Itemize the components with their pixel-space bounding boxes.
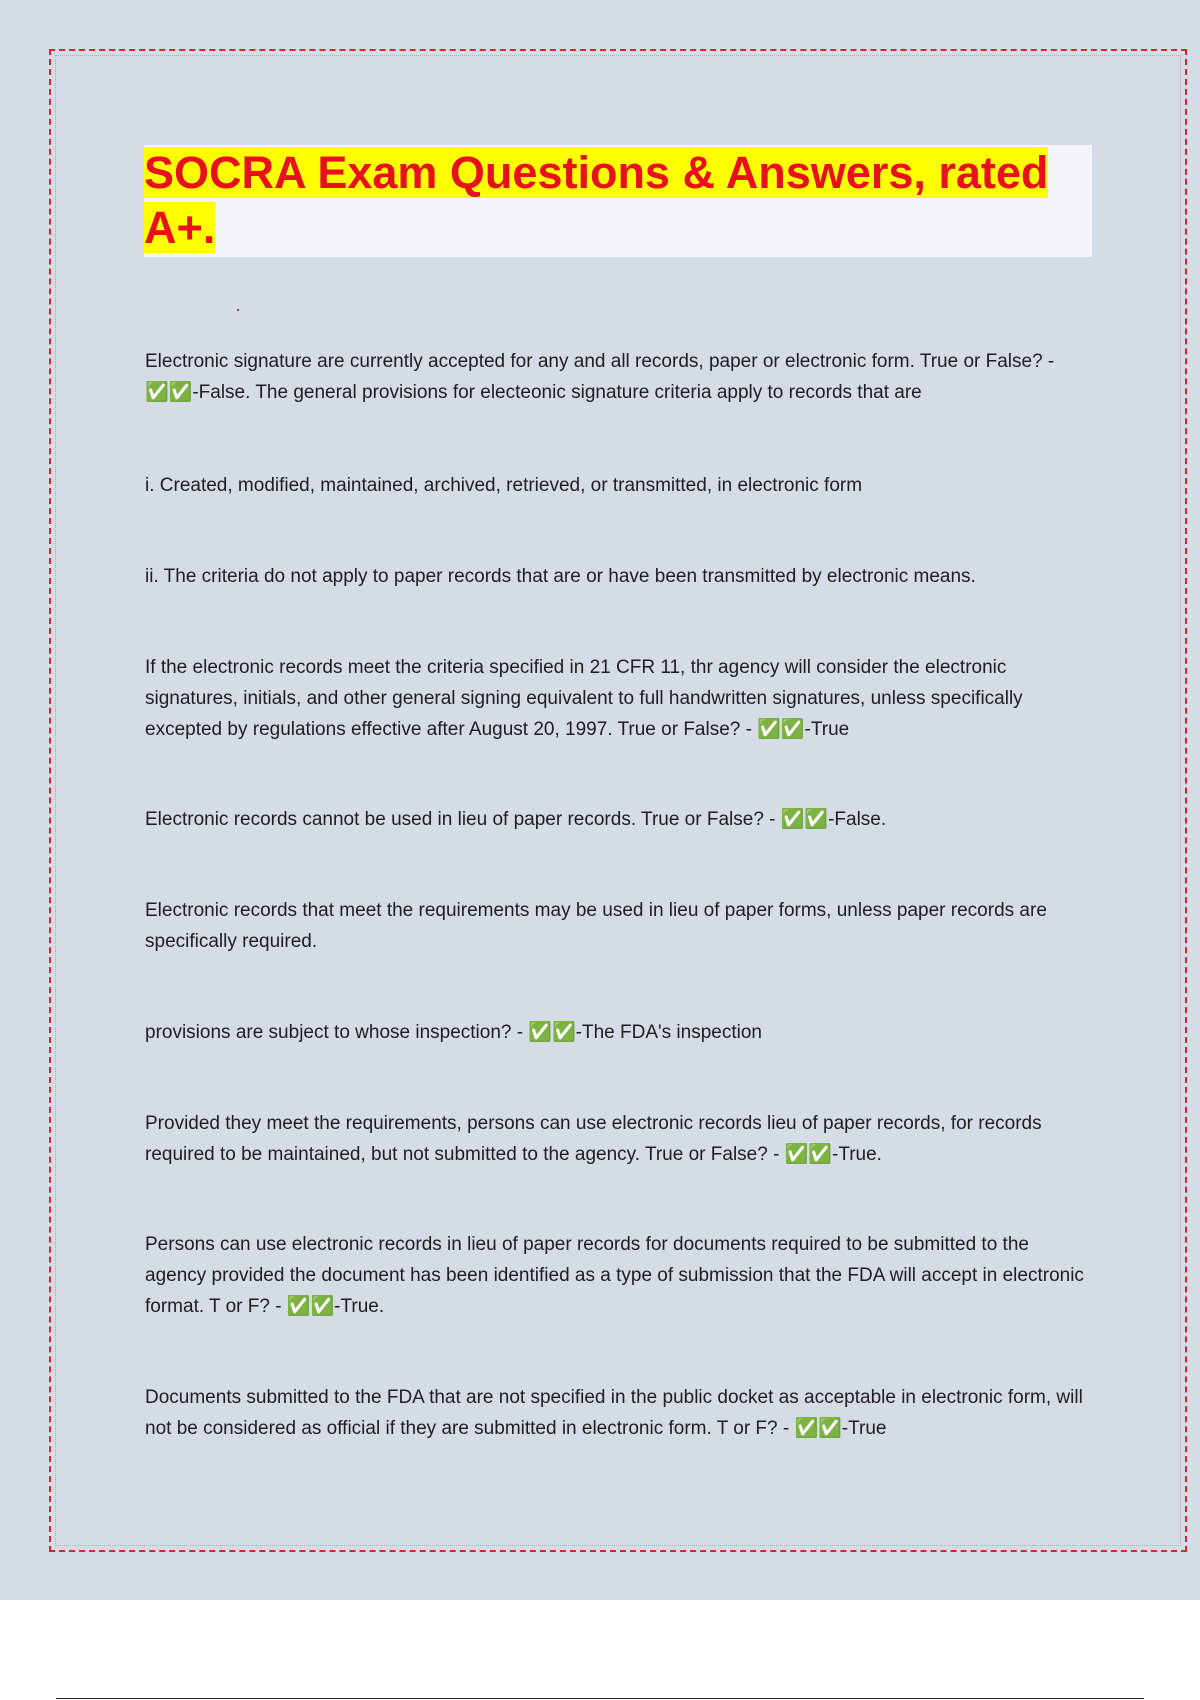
document-title (144, 145, 1092, 255)
stray-mark (237, 309, 239, 311)
title-block (144, 145, 1092, 257)
document-title-text: SOCRA Exam Questions & Answers, rated A+. (144, 147, 1049, 253)
page-border-frame (49, 49, 1187, 1552)
paragraph-1: Electronic signature are currently accepted for any and all records, paper or electronic form. True or False? - ✅✅-False. The general provisions for electeonic signature criteria apply to records that are (145, 351, 1055, 403)
paragraph-6: Electronic records that meet the requirements may be used in lieu of paper forms, unless paper records are specifically required. (145, 900, 1047, 952)
paragraph-2: i. Created, modified, maintained, archived, retrieved, or transmitted, in electronic form (145, 475, 863, 496)
paragraph-3: ii. The criteria do not apply to paper records that are or have been transmitted by electronic means. (145, 566, 976, 587)
paragraph-9: Persons can use electronic records in lieu of paper records for documents required to be submitted to the agency provided the document has been identified as a type of submission that the FDA will accept in electronic format. T or F? - ✅✅-True. (145, 1234, 1084, 1317)
paragraph-5: Electronic records cannot be used in lieu of paper records. True or False? - ✅✅-False. (145, 809, 887, 830)
paragraph-4: If the electronic records meet the criteria specified in 21 CFR 11, thr agency will consider the electronic signatures, initials, and other general signing equivalent to full handwritten signatures, unless specifically excepted by regulations effective after August 20, 1997. True or False? - ✅✅-True (145, 657, 1023, 740)
paragraph-10: Documents submitted to the FDA that are not specified in the public docket as acceptable in electronic form, will not be considered as official if they are submitted in electronic form. T or F? - ✅✅-True (145, 1387, 1083, 1439)
page-border-inner (55, 55, 1181, 1546)
paragraph-7: provisions are subject to whose inspection? - ✅✅-The FDA's inspection (145, 1022, 762, 1043)
paragraph-8: Provided they meet the requirements, persons can use electronic records lieu of paper records, for records required to be maintained, but not submitted to the agency. True or False? - ✅✅-True. (145, 1113, 1042, 1165)
bottom-divider (56, 1698, 1144, 1699)
